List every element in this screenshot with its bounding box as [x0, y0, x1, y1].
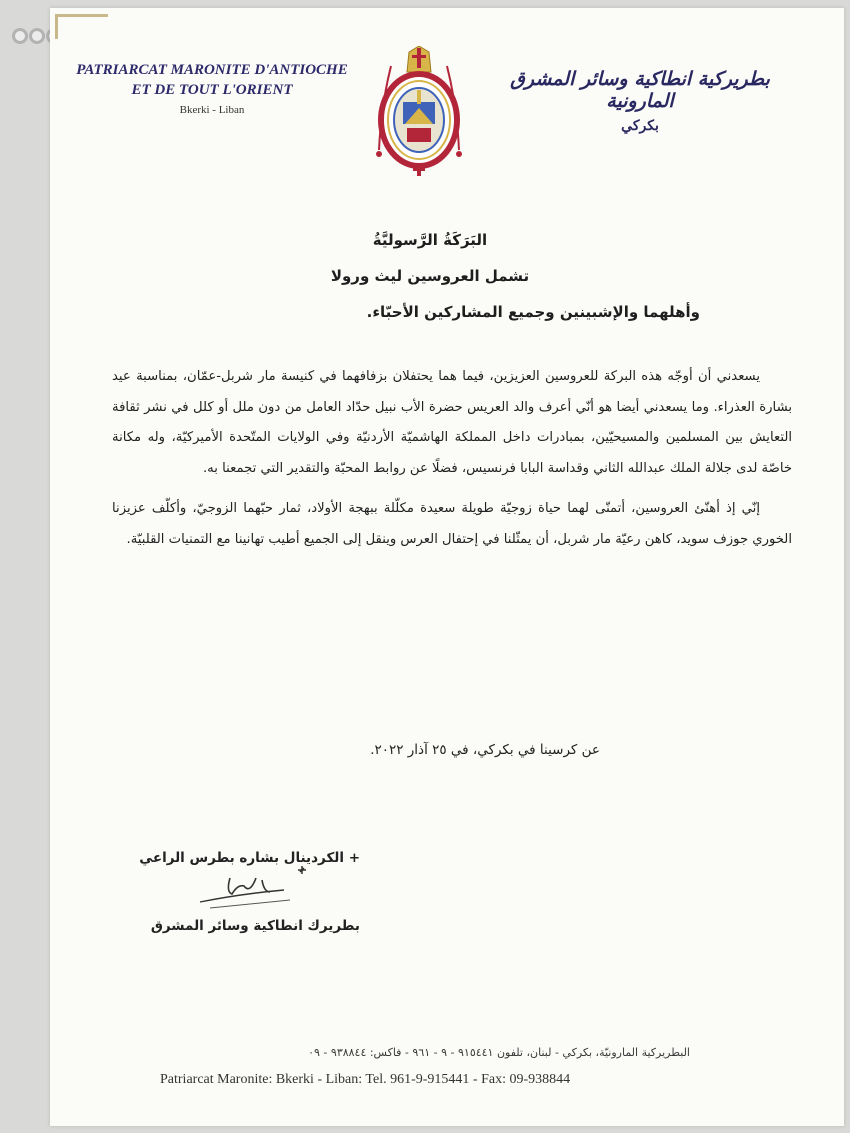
letterhead-arabic [490, 68, 790, 134]
letter-body [112, 362, 792, 565]
letterhead-latin-line1: PATRIARCAT MARONITE D'ANTIOCHE [76, 62, 348, 78]
patriarchal-emblem-icon [373, 46, 465, 178]
handwritten-signature-icon [180, 864, 320, 914]
letterhead-latin-line2: ET DE TOUT L'ORIENT [131, 82, 293, 98]
title-line3: وأهلهما والإشبينين وجميع المشاركين الأحبّاء. [366, 303, 700, 321]
blessing-title [120, 222, 740, 330]
date-line: عن كرسينا في بكركي، في ٢٥ آذار ٢٠٢٢. [370, 742, 600, 758]
body-paragraph-1: يسعدني أن أوجّه هذه البركة للعروسين العزيزين، فيما هما يحتفلان بزفافهما في كنيسة مار شربل-عمّان، بمناسبة عيد بشارة العذراء. وما يسعدني أيضا هو أنّي أعرف والد العريس حضرة الأب نبيل حدّاد العامل من دون ملل أو كلل في نشر ثقافة التعايش بين المسلمين والمسيحيّين، بمبادرات داخل المملكة الهاشميّة الأردنيّة وفي الولايات المتّحدة الأميركيّة، وله مكانة خاصّة لدى جلالة الملك عبدالله الثاني وقداسة البابا فرنسيس، فضلًا عن روابط المحبّة والتقدير التي تجمعنا به. [112, 369, 792, 476]
page-corner-mark [55, 14, 108, 39]
viewer-dot [12, 28, 28, 44]
title-line1: البَرَكَةُ الرَّسوليَّةُ [372, 231, 488, 249]
letterhead-latin [72, 60, 352, 120]
title-line2: تشمل العروسين ليث ورولا [330, 267, 530, 285]
letterhead-location: Bkerki - Liban [179, 104, 245, 116]
body-paragraph-2: إنّي إذ أهنّئ العروسين، أتمنّى لهما حياة زوجيّة طويلة سعيدة مكلّلة ببهجة الأولاد، ثمار حبّهما الزوجيّ، وأكلّف عزيزنا الخوري جوزف سويد، كاهن رعيّة مار شربل، أن يمثّلنا في إحتفال العرس وينقل إلى الجميع أطيب تهانينا مع التمنيات القلبيّة. [112, 501, 792, 547]
footer-arabic: البطريركية المارونيّة، بكركي - لبنان، تلفون ٩١٥٤٤١ - ٩ - ٩٦١ - فاكس: ٩٣٨٨٤٤ - ٠٩ [308, 1046, 690, 1059]
letterhead-arabic-line2: بكركي [621, 118, 659, 134]
signatory-name: + الكردينال بشاره بطرس الراعي [139, 850, 360, 866]
footer-latin: Patriarcat Maronite: Bkerki - Liban: Tel. 961-9-915441 - Fax: 09-938844 [160, 1072, 571, 1087]
viewer-dot [29, 28, 45, 44]
letterhead-arabic-line1: بطريركية انطاكية وسائر المشرق المارونية [510, 68, 770, 112]
signatory-title: بطريرك انطاكية وسائر المشرق [150, 918, 360, 934]
